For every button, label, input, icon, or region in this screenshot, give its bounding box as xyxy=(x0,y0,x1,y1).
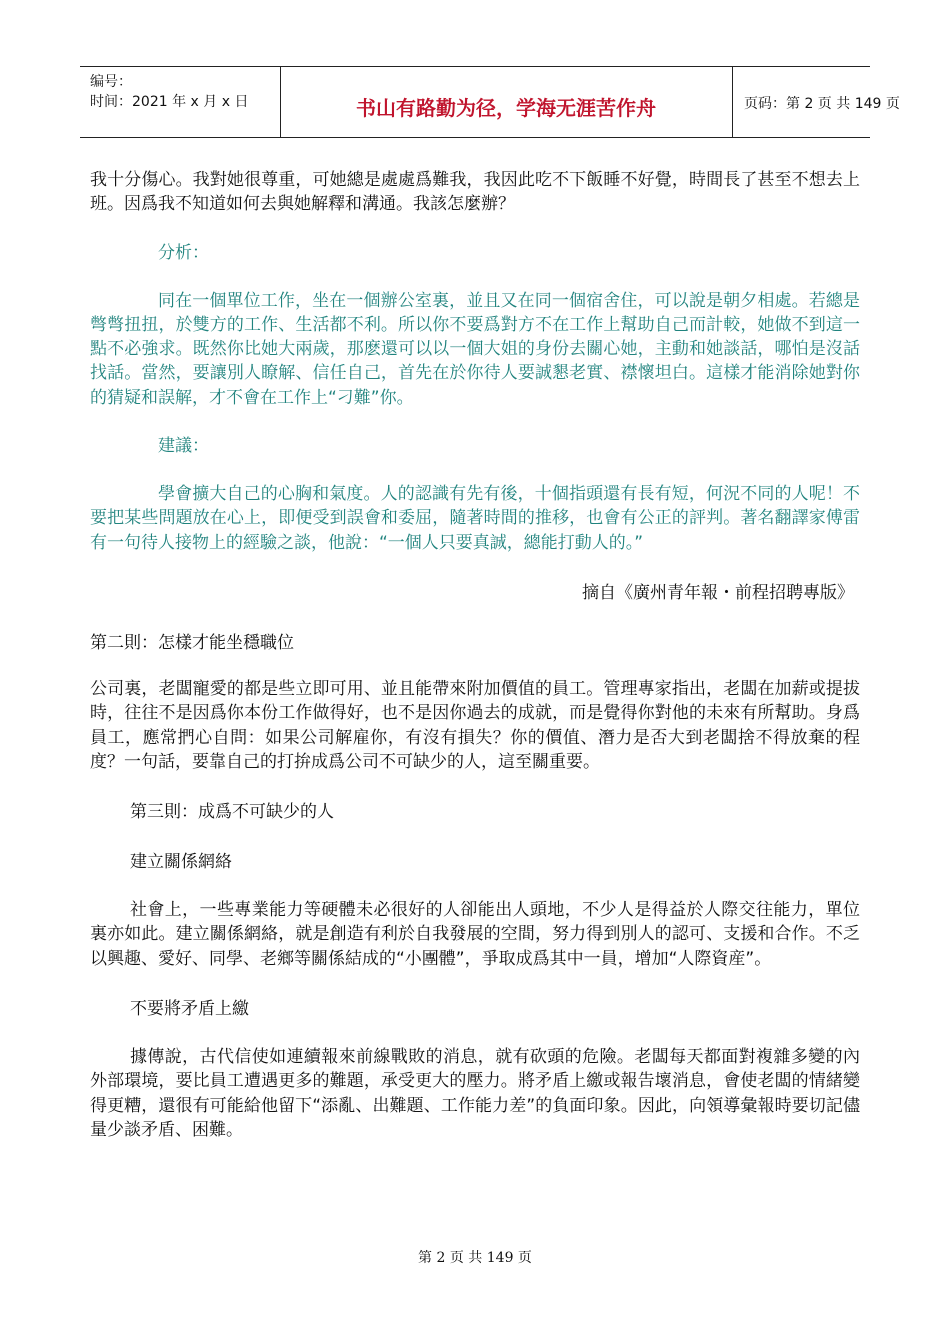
body-paragraph: 我十分傷心。我對她很尊重，可她總是處處爲難我，我因此吃不下飯睡不好覺，時間長了甚至不想去上班。因爲我不知道如何去與她解釋和溝通。我該怎麼辦？ xyxy=(90,170,860,215)
suggestion-heading: 建議： xyxy=(158,436,209,457)
document-body xyxy=(90,168,860,1142)
analysis-paragraph: 同在一個單位工作，坐在一個辦公室裏，並且又在同一個宿舍住，可以說是朝夕相處。若總是彆彆扭扭，於雙方的工作、生活都不利。所以你不要爲對方不在工作上幫助自己而計較，她做不到這一點不必強求。既然你比她大兩歲，那麽還可以以一個大姐的身份去關心她，主動和她談話，哪怕是沒話找話。當然，要讓別人瞭解、信任自己，首先在於你待人要誠懇老實、襟懷坦白。這樣才能消除她對你的猜疑和誤解，才不會在工作上“刁難”你。 xyxy=(90,290,860,408)
analysis-heading: 分析： xyxy=(158,242,209,263)
document-time-label: 时间：2021 年 x 月 x 日 xyxy=(90,94,249,110)
page-footer: 第 2 页 共 149 页 xyxy=(418,1250,532,1266)
rule2-title: 第二則：怎樣才能坐穩職位 xyxy=(90,632,294,653)
page-header xyxy=(80,66,900,138)
rule3-title: 第三則：成爲不可缺少的人 xyxy=(130,802,334,823)
source-citation: 摘自《廣州青年報・前程招聘專版》 xyxy=(582,582,854,603)
document-number-label: 编号： xyxy=(90,74,132,90)
rule2-paragraph: 公司裏，老闆寵愛的都是些立即可用、並且能帶來附加價值的員工。管理專家指出，老闆在加薪或提拔時，往往不是因爲你本份工作做得好，也不是因你過去的成就，而是覺得你對他的未來有所幫助。身爲員工，應常捫心自問：如果公司解雇你，有沒有損失？你的價值、潛力是否大到老闆捨不得放棄的程度？一句話，要靠自己的打拚成爲公司不可缺少的人，這至關重要。 xyxy=(90,678,860,772)
conflict-heading: 不要將矛盾上繳 xyxy=(130,999,249,1020)
network-heading: 建立關係網絡 xyxy=(130,852,232,873)
network-paragraph: 社會上，一些專業能力等硬體未必很好的人卻能出人頭地，不少人是得益於人際交往能力，單位裏亦如此。建立關係網絡，就是創造有利於自我發展的空間，努力得到別人的認可、支援和合作。不乏以興趣、愛好、同學、老鄉等關係結成的“小團體”，爭取成爲其中一員，增加“人際資産”。 xyxy=(90,900,860,969)
header-motto: 书山有路勤为径，学海无涯苦作舟 xyxy=(356,96,656,120)
header-motto-cell xyxy=(280,67,733,137)
header-page-cell xyxy=(732,67,900,137)
suggestion-paragraph: 學會擴大自己的心胸和氣度。人的認識有先有後，十個指頭還有長有短，何況不同的人呢！不要把某些問題放在心上，即便受到誤會和委屈，隨著時間的推移，也會有公正的評判。著名翻譯家傅雷有一句待人接物上的經驗之談，他說：“一個人只要真誠，總能打動人的。” xyxy=(90,484,860,553)
header-page-info: 页码：第 2 页 共 149 页 xyxy=(744,96,900,112)
header-meta-cell xyxy=(80,67,281,137)
conflict-paragraph: 據傳說，古代信使如連續報來前線戰敗的消息，就有砍頭的危險。老闆每天都面對複雜多變的內外部環境，要比員工遭遇更多的難題，承受更大的壓力。將矛盾上繳或報告壞消息，會使老闆的情緒變得更糟，還很有可能給他留下“添亂、出難題、工作能力差”的負面印象。因此，向領導彙報時要切記儘量少談矛盾、困難。 xyxy=(90,1047,860,1140)
